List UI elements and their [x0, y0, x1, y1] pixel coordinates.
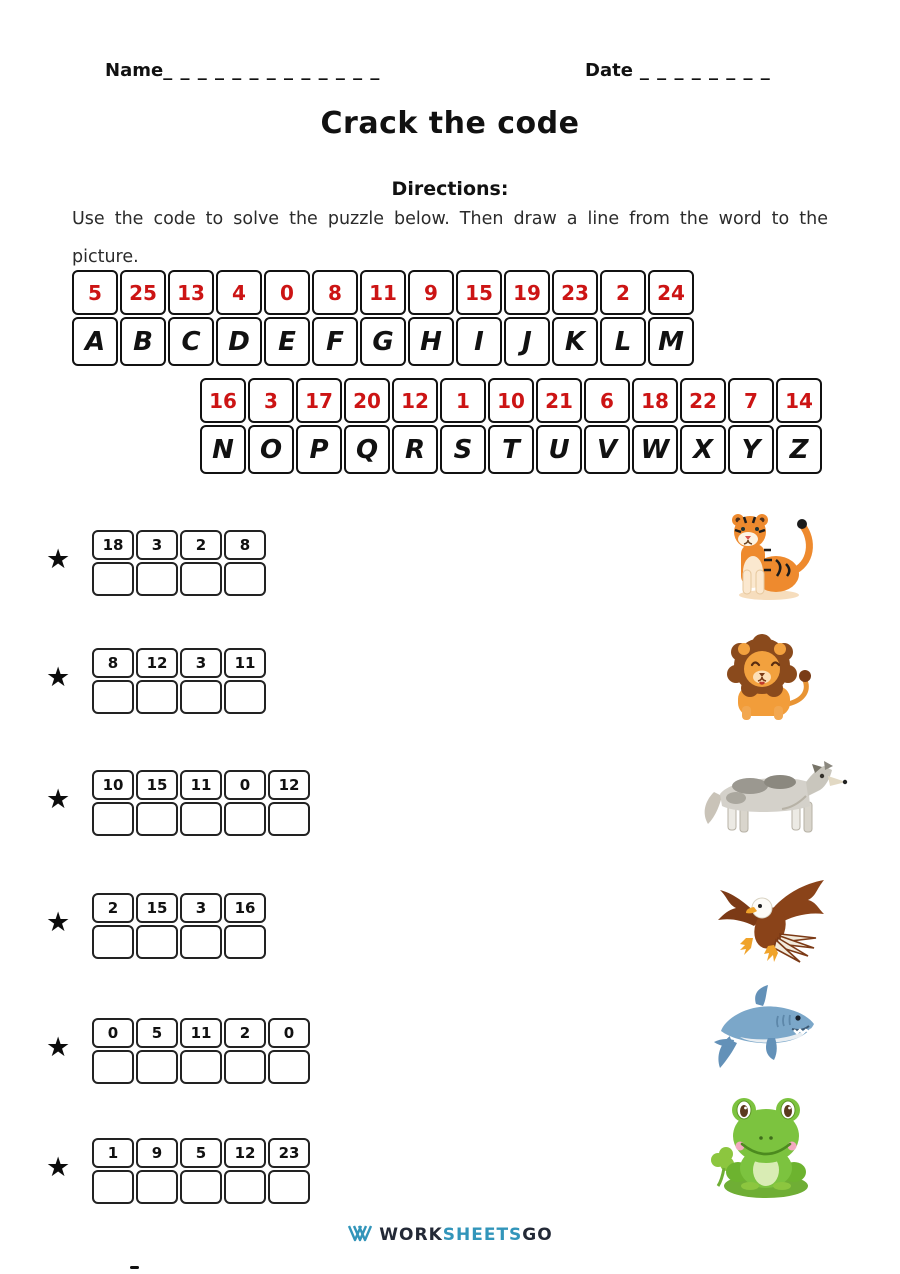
directions-line-2: picture.	[72, 247, 139, 267]
code-number-cell: 8	[312, 270, 358, 315]
puzzle-code-cell: 0	[224, 770, 266, 800]
worksheetsgo-logo-icon	[347, 1224, 373, 1246]
star-icon: ★	[46, 1152, 71, 1183]
code-letter-row	[72, 317, 694, 366]
eagle-image	[712, 872, 832, 974]
wolf-image	[694, 752, 850, 844]
puzzle-answer-cell[interactable]	[136, 1170, 178, 1204]
puzzle-answer-cell[interactable]	[136, 562, 178, 596]
code-letter-cell: T	[488, 425, 534, 474]
puzzle-code-cell: 5	[136, 1018, 178, 1048]
puzzle-answer-cell[interactable]	[180, 1170, 222, 1204]
code-number-cell: 11	[360, 270, 406, 315]
puzzle-number-row	[92, 1138, 310, 1168]
code-number-cell: 4	[216, 270, 262, 315]
puzzle-answer-cell[interactable]	[180, 680, 222, 714]
code-letter-cell: A	[72, 317, 118, 366]
code-number-cell: 24	[648, 270, 694, 315]
code-number-cell: 20	[344, 378, 390, 423]
puzzle-code-cell: 16	[224, 893, 266, 923]
code-letter-cell: C	[168, 317, 214, 366]
code-number-cell: 6	[584, 378, 630, 423]
code-number-cell: 22	[680, 378, 726, 423]
puzzle-answer-row	[92, 680, 266, 714]
puzzle-code-cell: 12	[224, 1138, 266, 1168]
puzzle-code-cell: 15	[136, 770, 178, 800]
puzzle-number-row	[92, 648, 266, 678]
code-letter-cell: R	[392, 425, 438, 474]
puzzle-code-cell: 0	[92, 1018, 134, 1048]
puzzle-code-cell: 0	[268, 1018, 310, 1048]
puzzle-answer-cell[interactable]	[92, 1170, 134, 1204]
puzzle-answer-cell[interactable]	[136, 680, 178, 714]
puzzle-code-cell: 11	[180, 1018, 222, 1048]
puzzle-answer-cell[interactable]	[136, 802, 178, 836]
puzzle-code-cell: 2	[224, 1018, 266, 1048]
code-letter-cell: Z	[776, 425, 822, 474]
frog-image	[702, 1088, 824, 1206]
puzzle-answer-row	[92, 802, 310, 836]
code-number-cell: 23	[552, 270, 598, 315]
code-letter-cell: N	[200, 425, 246, 474]
brand-sheets: SHEETS	[442, 1225, 523, 1245]
puzzle-code-cell: 2	[180, 530, 222, 560]
code-table-a-m	[72, 270, 694, 366]
partial-page-mark	[130, 1266, 139, 1269]
code-number-row	[200, 378, 822, 423]
puzzle-number-row	[92, 893, 266, 923]
code-table-n-z	[200, 378, 822, 474]
puzzle-answer-cell[interactable]	[92, 925, 134, 959]
code-letter-cell: V	[584, 425, 630, 474]
code-letter-cell: U	[536, 425, 582, 474]
puzzle-answer-row	[92, 562, 266, 596]
code-number-cell: 18	[632, 378, 678, 423]
code-letter-cell: J	[504, 317, 550, 366]
code-letter-cell: Y	[728, 425, 774, 474]
star-icon: ★	[46, 544, 71, 575]
footer-brand	[0, 1224, 900, 1246]
puzzle-answer-cell[interactable]	[136, 1050, 178, 1084]
puzzle-number-row	[92, 530, 266, 560]
puzzle-code-cell: 11	[224, 648, 266, 678]
code-number-cell: 16	[200, 378, 246, 423]
name-blank-line[interactable]: _ _ _ _ _ _ _ _ _ _ _ _ _	[163, 60, 381, 81]
star-icon: ★	[46, 662, 71, 693]
code-letter-cell: B	[120, 317, 166, 366]
code-number-row	[72, 270, 694, 315]
puzzle-answer-row	[92, 925, 266, 959]
puzzle-answer-cell[interactable]	[224, 562, 266, 596]
date-label: Date	[585, 60, 633, 81]
puzzle-code-cell: 12	[136, 648, 178, 678]
puzzle-code-cell: 1	[92, 1138, 134, 1168]
puzzle-number-row	[92, 1018, 310, 1048]
puzzle-answer-cell[interactable]	[180, 925, 222, 959]
code-letter-cell: P	[296, 425, 342, 474]
puzzle-answer-cell[interactable]	[224, 802, 266, 836]
code-number-cell: 15	[456, 270, 502, 315]
code-letter-cell: X	[680, 425, 726, 474]
code-letter-cell: H	[408, 317, 454, 366]
code-letter-cell: K	[552, 317, 598, 366]
puzzle-code-cell: 9	[136, 1138, 178, 1168]
star-icon: ★	[46, 907, 71, 938]
code-number-cell: 1	[440, 378, 486, 423]
date-blank-line[interactable]: _ _ _ _ _ _ _ _	[639, 60, 771, 81]
star-icon: ★	[46, 784, 71, 815]
puzzle-code-cell: 3	[136, 530, 178, 560]
puzzle-answer-cell[interactable]	[224, 680, 266, 714]
directions-heading: Directions:	[391, 178, 509, 200]
code-letter-cell: W	[632, 425, 678, 474]
code-number-cell: 12	[392, 378, 438, 423]
puzzle-answer-cell[interactable]	[180, 562, 222, 596]
puzzle-code-cell: 12	[268, 770, 310, 800]
puzzle-code-cell: 8	[224, 530, 266, 560]
brand-work: WORK	[379, 1225, 443, 1245]
name-field[interactable]	[105, 60, 380, 81]
code-letter-cell: Q	[344, 425, 390, 474]
code-letter-cell: E	[264, 317, 310, 366]
puzzle-answer-cell[interactable]	[180, 802, 222, 836]
puzzle-code-cell: 2	[92, 893, 134, 923]
puzzle-answer-cell[interactable]	[224, 1170, 266, 1204]
code-number-cell: 7	[728, 378, 774, 423]
puzzle-answer-cell[interactable]	[268, 802, 310, 836]
shark-image	[706, 982, 826, 1078]
directions-body	[72, 200, 828, 276]
puzzle-answer-cell[interactable]	[268, 1170, 310, 1204]
code-number-cell: 0	[264, 270, 310, 315]
code-number-cell: 13	[168, 270, 214, 315]
code-letter-cell: F	[312, 317, 358, 366]
puzzle-answer-cell[interactable]	[180, 1050, 222, 1084]
puzzle-answer-cell[interactable]	[92, 802, 134, 836]
code-number-cell: 9	[408, 270, 454, 315]
code-letter-cell: I	[456, 317, 502, 366]
code-letter-cell: M	[648, 317, 694, 366]
code-letter-cell: G	[360, 317, 406, 366]
lion-image	[710, 632, 822, 728]
code-letter-row	[200, 425, 822, 474]
puzzle-code-cell: 3	[180, 893, 222, 923]
puzzle-code-cell: 15	[136, 893, 178, 923]
puzzle-answer-row	[92, 1170, 310, 1204]
puzzle-code-cell: 10	[92, 770, 134, 800]
puzzle-answer-cell[interactable]	[92, 680, 134, 714]
puzzle-code-cell: 11	[180, 770, 222, 800]
page-title: Crack the code	[320, 106, 580, 141]
code-number-cell: 17	[296, 378, 342, 423]
puzzle-answer-cell[interactable]	[92, 562, 134, 596]
puzzle-code-cell: 8	[92, 648, 134, 678]
puzzle-answer-cell[interactable]	[224, 925, 266, 959]
code-letter-cell: D	[216, 317, 262, 366]
name-label: Name	[105, 60, 164, 81]
code-letter-cell: O	[248, 425, 294, 474]
puzzle-code-cell: 3	[180, 648, 222, 678]
code-number-cell: 19	[504, 270, 550, 315]
puzzle-code-cell: 5	[180, 1138, 222, 1168]
code-letter-cell: L	[600, 317, 646, 366]
code-number-cell: 21	[536, 378, 582, 423]
date-field[interactable]	[585, 60, 771, 81]
code-number-cell: 2	[600, 270, 646, 315]
code-number-cell: 10	[488, 378, 534, 423]
puzzle-answer-row	[92, 1050, 310, 1084]
code-number-cell: 3	[248, 378, 294, 423]
puzzle-answer-cell[interactable]	[268, 1050, 310, 1084]
directions-line-1: Use the code to solve the puzzle below. Then draw a line from the word to the	[72, 209, 828, 229]
puzzle-answer-cell[interactable]	[224, 1050, 266, 1084]
tiger-image	[714, 508, 824, 607]
brand-go: GO	[522, 1225, 553, 1245]
code-number-cell: 25	[120, 270, 166, 315]
star-icon: ★	[46, 1032, 71, 1063]
puzzle-code-cell: 18	[92, 530, 134, 560]
code-number-cell: 14	[776, 378, 822, 423]
puzzle-number-row	[92, 770, 310, 800]
puzzle-answer-cell[interactable]	[92, 1050, 134, 1084]
code-number-cell: 5	[72, 270, 118, 315]
puzzle-code-cell: 23	[268, 1138, 310, 1168]
code-letter-cell: S	[440, 425, 486, 474]
puzzle-answer-cell[interactable]	[136, 925, 178, 959]
